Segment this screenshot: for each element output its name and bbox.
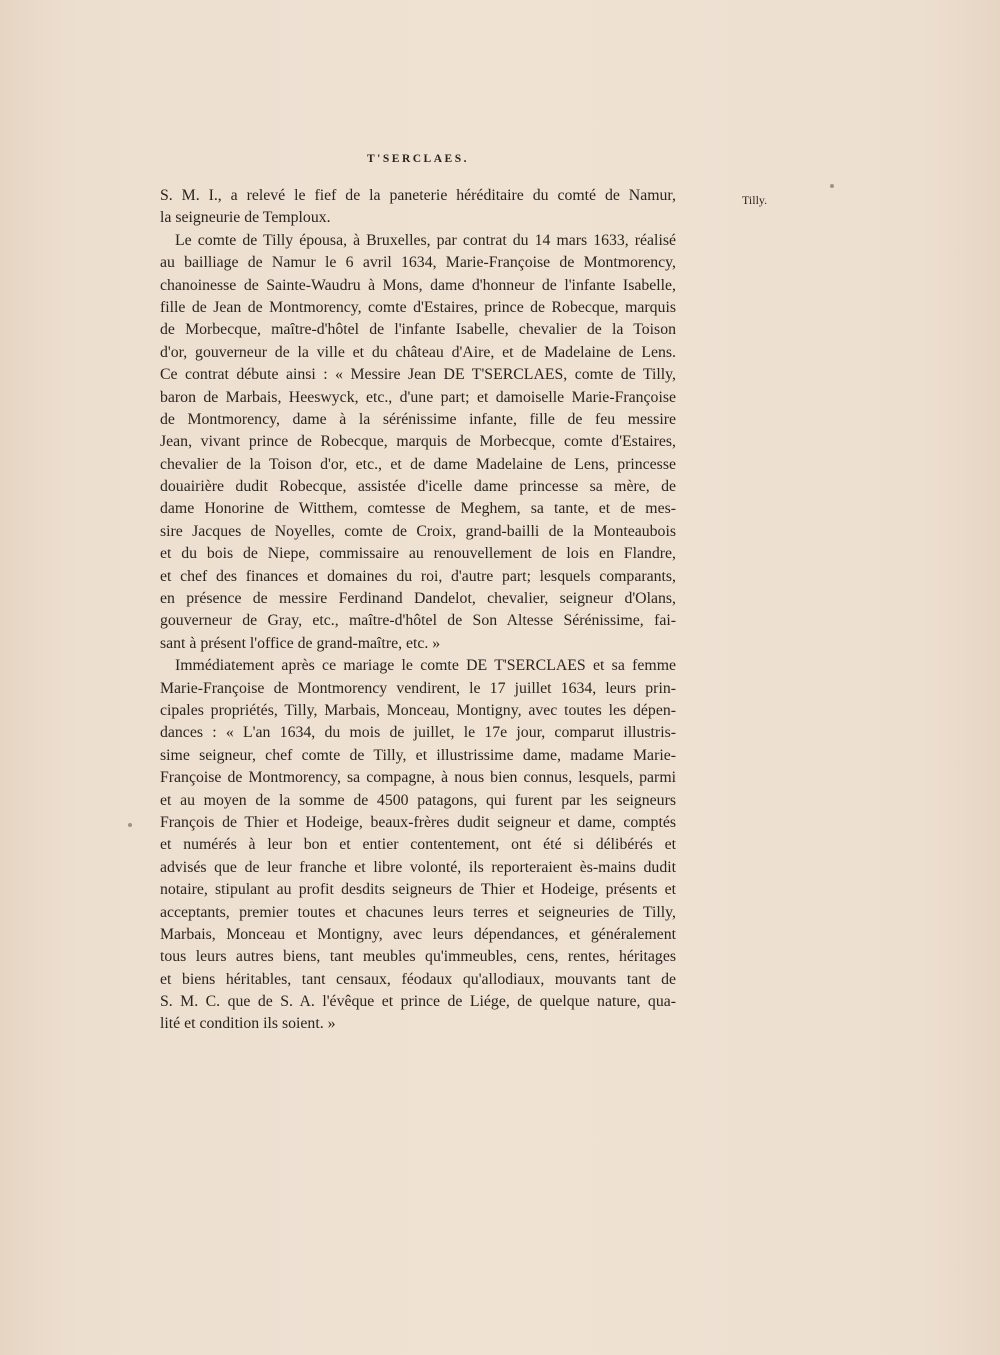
text-line: chanoinesse de Sainte-Waudru à Mons, dame d'honneur de l'infante Isabelle, <box>160 276 676 294</box>
body-text <box>160 185 676 1036</box>
text-line: de Montmorency, dame à la sérénissime infante, fille de feu messire <box>160 410 676 428</box>
paragraph <box>160 185 676 230</box>
text-line: la seigneurie de Temploux. <box>160 209 331 227</box>
text-line: de Morbecque, maître-d'hôtel de l'infante Isabelle, chevalier de la Toison <box>160 321 676 339</box>
text-line: sant à présent l'office de grand-maître, etc. » <box>160 634 441 652</box>
text-line: notaire, stipulant au profit desdits seigneurs de Thier et Hodeige, présents et <box>160 881 676 899</box>
text-line: gouverneur de Gray, etc., maître-d'hôtel de Son Altesse Sérénissime, fai- <box>160 612 676 630</box>
paragraph <box>160 230 676 655</box>
text-line: et biens héritables, tant censaux, féodaux qu'allodiaux, mouvants tant de <box>160 970 676 988</box>
text-line: fille de Jean de Montmorency, comte d'Estaires, prince de Robecque, marquis <box>160 298 676 316</box>
text-line: et du bois de Niepe, commissaire au renouvellement de lois en Flandre, <box>160 545 676 563</box>
margin-note: Tilly. <box>742 193 768 207</box>
text-line: et au moyen de la somme de 4500 patagons, qui furent par les seigneurs <box>160 791 676 809</box>
text-line: Françoise de Montmorency, sa compagne, à nous bien connus, lesquels, parmi <box>160 769 676 787</box>
text-line: Immédiatement après ce mariage le comte DE T'SERCLAES et sa femme <box>175 657 676 675</box>
text-line: cipales propriétés, Tilly, Marbais, Monceau, Montigny, avec toutes les dépen- <box>160 701 676 719</box>
text-line: et numérés à leur bon et entier contentement, ont été si délibérés et <box>160 836 676 854</box>
text-line: dances : « L'an 1634, du mois de juillet, le 17e jour, comparut illustris- <box>160 724 676 742</box>
text-line: sire Jacques de Noyelles, comte de Croix, grand-bailli de la Monteaubois <box>160 522 676 540</box>
text-line: au bailliage de Namur le 6 avril 1634, Marie-Françoise de Montmorency, <box>160 254 676 272</box>
text-line: tous leurs autres biens, tant meubles qu'immeubles, cens, rentes, héritages <box>160 948 676 966</box>
text-line: François de Thier et Hodeige, beaux-frères dudit seigneur et dame, comptés <box>160 813 676 831</box>
text-line: dame Honorine de Witthem, comtesse de Meghem, sa tante, et de mes- <box>160 500 676 518</box>
text-line: en présence de messire Ferdinand Dandelot, chevalier, seigneur d'Olans, <box>160 590 676 608</box>
text-line: S. M. C. que de S. A. l'évêque et prince de Liége, de quelque nature, qua- <box>160 993 676 1011</box>
paragraph <box>160 655 676 1036</box>
running-head: T'SERCLAES. <box>367 153 469 165</box>
text-line: Marie-Françoise de Montmorency vendirent, le 17 juillet 1634, leurs prin- <box>160 679 676 697</box>
text-line: douairière dudit Robecque, assistée d'icelle dame princesse sa mère, de <box>160 478 676 496</box>
text-line: Le comte de Tilly épousa, à Bruxelles, par contrat du 14 mars 1633, réalisé <box>175 231 676 249</box>
ink-speck <box>128 823 132 827</box>
text-line: acceptants, premier toutes et chacunes leurs terres et seigneuries de Tilly, <box>160 903 676 921</box>
text-line: et chef des finances et domaines du roi, d'autre part; lesquels comparants, <box>160 567 676 585</box>
text-line: advisés que de leur franche et libre volonté, ils reporteraient ès-mains dudit <box>160 858 676 876</box>
text-line: lité et condition ils soient. » <box>160 1015 336 1033</box>
text-line: sime seigneur, chef comte de Tilly, et illustrissime dame, madame Marie- <box>160 746 676 764</box>
ink-speck <box>830 184 834 188</box>
text-line: baron de Marbais, Heeswyck, etc., d'une part; et damoiselle Marie-Françoise <box>160 388 676 406</box>
text-line: chevalier de la Toison d'or, etc., et de dame Madelaine de Lens, princesse <box>160 455 676 473</box>
text-line: Ce contrat débute ainsi : « Messire Jean DE T'SERCLAES, comte de Tilly, <box>160 366 676 384</box>
text-line: d'or, gouverneur de la ville et du château d'Aire, et de Madelaine de Lens. <box>160 343 676 361</box>
text-line: Jean, vivant prince de Robecque, marquis de Morbecque, comte d'Estaires, <box>160 433 676 451</box>
text-line: Marbais, Monceau et Montigny, avec leurs dépendances, et généralement <box>160 925 676 943</box>
text-line: S. M. I., a relevé le fief de la paneterie héréditaire du comté de Namur, <box>160 187 676 204</box>
